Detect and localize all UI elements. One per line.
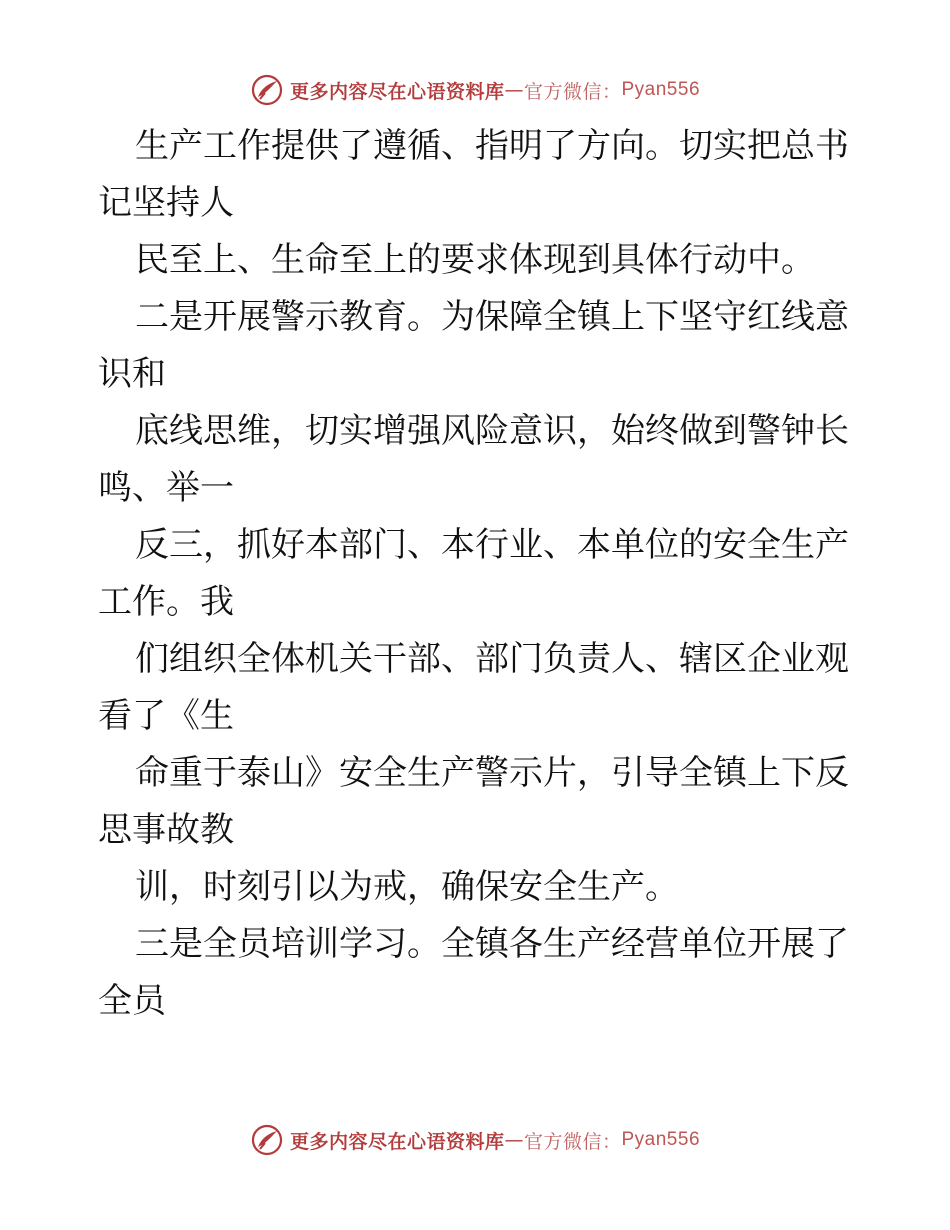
watermark-site-text: 更多内容尽在心语资料库 — [289, 80, 505, 103]
text-line: 生产工作提供了遵循、指明了方向。切实把总书 — [135, 126, 849, 166]
watermark-official-label: 官方微信： — [523, 80, 622, 103]
text-line: 思事故教 — [98, 810, 234, 850]
text-line: 看了《生 — [98, 696, 234, 736]
watermark-site-text: 更多内容尽在心语资料库 — [289, 1130, 505, 1153]
text-line: 们组织全体机关干部、部门负责人、辖区企业观 — [135, 639, 849, 679]
text-line: 训，时刻引以为戒，确保安全生产。 — [135, 867, 679, 907]
text-line: 记坚持人 — [98, 183, 234, 223]
watermark-wechat-handle: Pyan556 — [621, 79, 701, 100]
watermark-official-label: 官方微信： — [523, 1130, 622, 1153]
text-line: 三是全员培训学习。全镇各生产经营单位开展了 — [135, 924, 849, 964]
text-line: 命重于泰山》安全生产警示片，引导全镇上下反 — [135, 753, 849, 793]
header-watermark — [0, 70, 950, 110]
watermark-wechat-handle: Pyan556 — [621, 1129, 701, 1150]
text-line: 工作。我 — [98, 582, 234, 622]
text-line: 鸣、举一 — [98, 468, 234, 508]
quill-swirl-icon — [250, 73, 284, 107]
watermark-separator: — — [504, 1129, 524, 1151]
text-line: 全员 — [98, 981, 166, 1021]
text-line: 反三，抓好本部门、本行业、本单位的安全生产 — [135, 525, 849, 565]
text-line: 二是开展警示教育。为保障全镇上下坚守红线意 — [135, 297, 849, 337]
text-line: 底线思维，切实增强风险意识，始终做到警钟长 — [135, 411, 849, 451]
document-body — [98, 118, 858, 1030]
footer-watermark — [0, 1120, 950, 1160]
text-line: 识和 — [98, 354, 166, 394]
watermark-separator: — — [504, 79, 524, 101]
quill-swirl-icon — [250, 1123, 284, 1157]
text-line: 民至上、生命至上的要求体现到具体行动中。 — [135, 240, 815, 280]
